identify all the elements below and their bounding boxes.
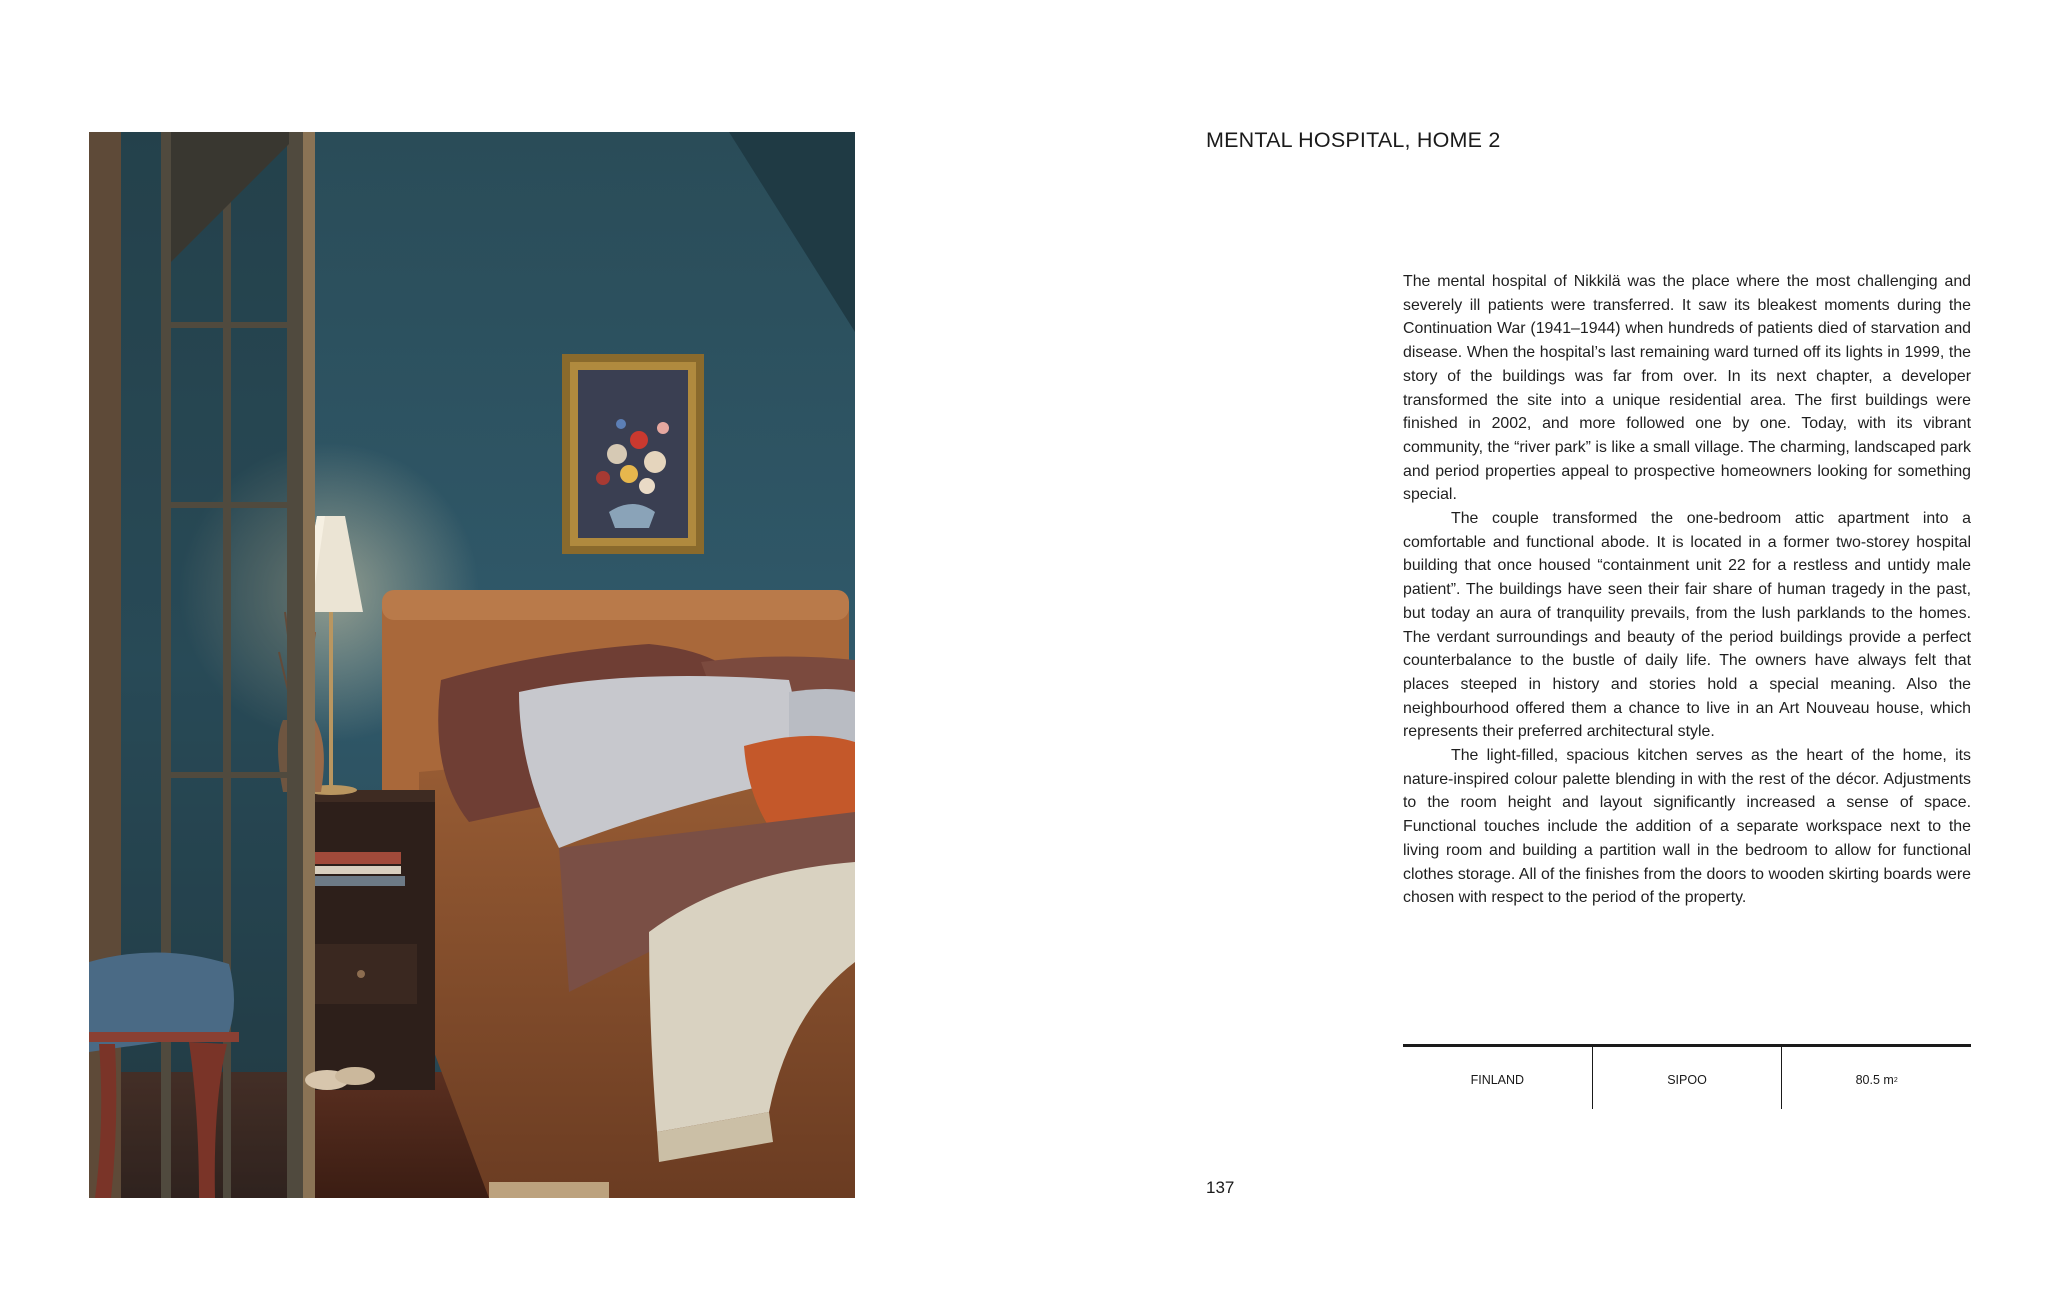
fact-area-label: 80.5 m — [1855, 1073, 1894, 1087]
fact-city-label: SIPOO — [1667, 1073, 1707, 1087]
bedroom-photo — [89, 132, 855, 1198]
bedroom-illustration — [89, 132, 855, 1198]
article-paragraph-2: The couple transformed the one-bedroom attic apartment into a comfortable and functional abode. It is located in a former two-storey hospital building that once housed “containment unit 22 for a restless and untidy male patient”. The buildings have seen their fair share of human tragedy in the past, but today an aura of tranquility prevails, from the lush parklands to the homes. The verdant surroundings and beauty of the period buildings provide a perfect counterbalance to the bustle of daily life. The owners have always felt that places steeped in history and stories hold a special meaning. Also the neighbourhood offered them a chance to live in an Art Nouveau house, which represents their preferred architectural style. — [1403, 510, 1971, 741]
fact-country — [1403, 1047, 1592, 1109]
fact-area-unit: 2 — [1893, 1076, 1898, 1084]
fact-country-label: FINLAND — [1470, 1073, 1525, 1087]
fact-area — [1781, 1047, 1971, 1109]
fact-city — [1592, 1047, 1782, 1109]
facts-table — [1403, 1044, 1971, 1109]
article-paragraph-1: The mental hospital of Nikkilä was the place where the most challenging and severely ill patients were transferred. It saw its bleakest moments during the Continuation War (1941–1944) when hundreds of patients died of starvation and disease. When the hospital’s last remaining ward turned off its lights in 1999, the story of the buildings was far from over. In its next chapter, a developer transformed the site into a unique residential area. The first buildings were finished in 2002, and more followed one by one. Today, with its vibrant community, the “river park” is like a small village. The charming, landscaped park and period properties appeal to prospective homeowners looking for something special. — [1403, 273, 1971, 504]
article-title: MENTAL HOSPITAL, HOME 2 — [1206, 128, 1501, 152]
article-paragraph-3: The light-filled, spacious kitchen serves as the heart of the home, its nature-inspired colour palette blending in with the rest of the décor. Adjustments to the room height and layout significantly increased a sense of space. Functional touches include the addition of a separate workspace next to the living room and building a partition wall in the bedroom to allow for functional clothes storage. All of the finishes from the doors to wooden skirting boards were chosen with respect to the period of the property. — [1403, 747, 1971, 907]
article-body — [1403, 270, 1971, 910]
page-number: 137 — [1206, 1178, 1235, 1197]
painting — [562, 354, 704, 554]
